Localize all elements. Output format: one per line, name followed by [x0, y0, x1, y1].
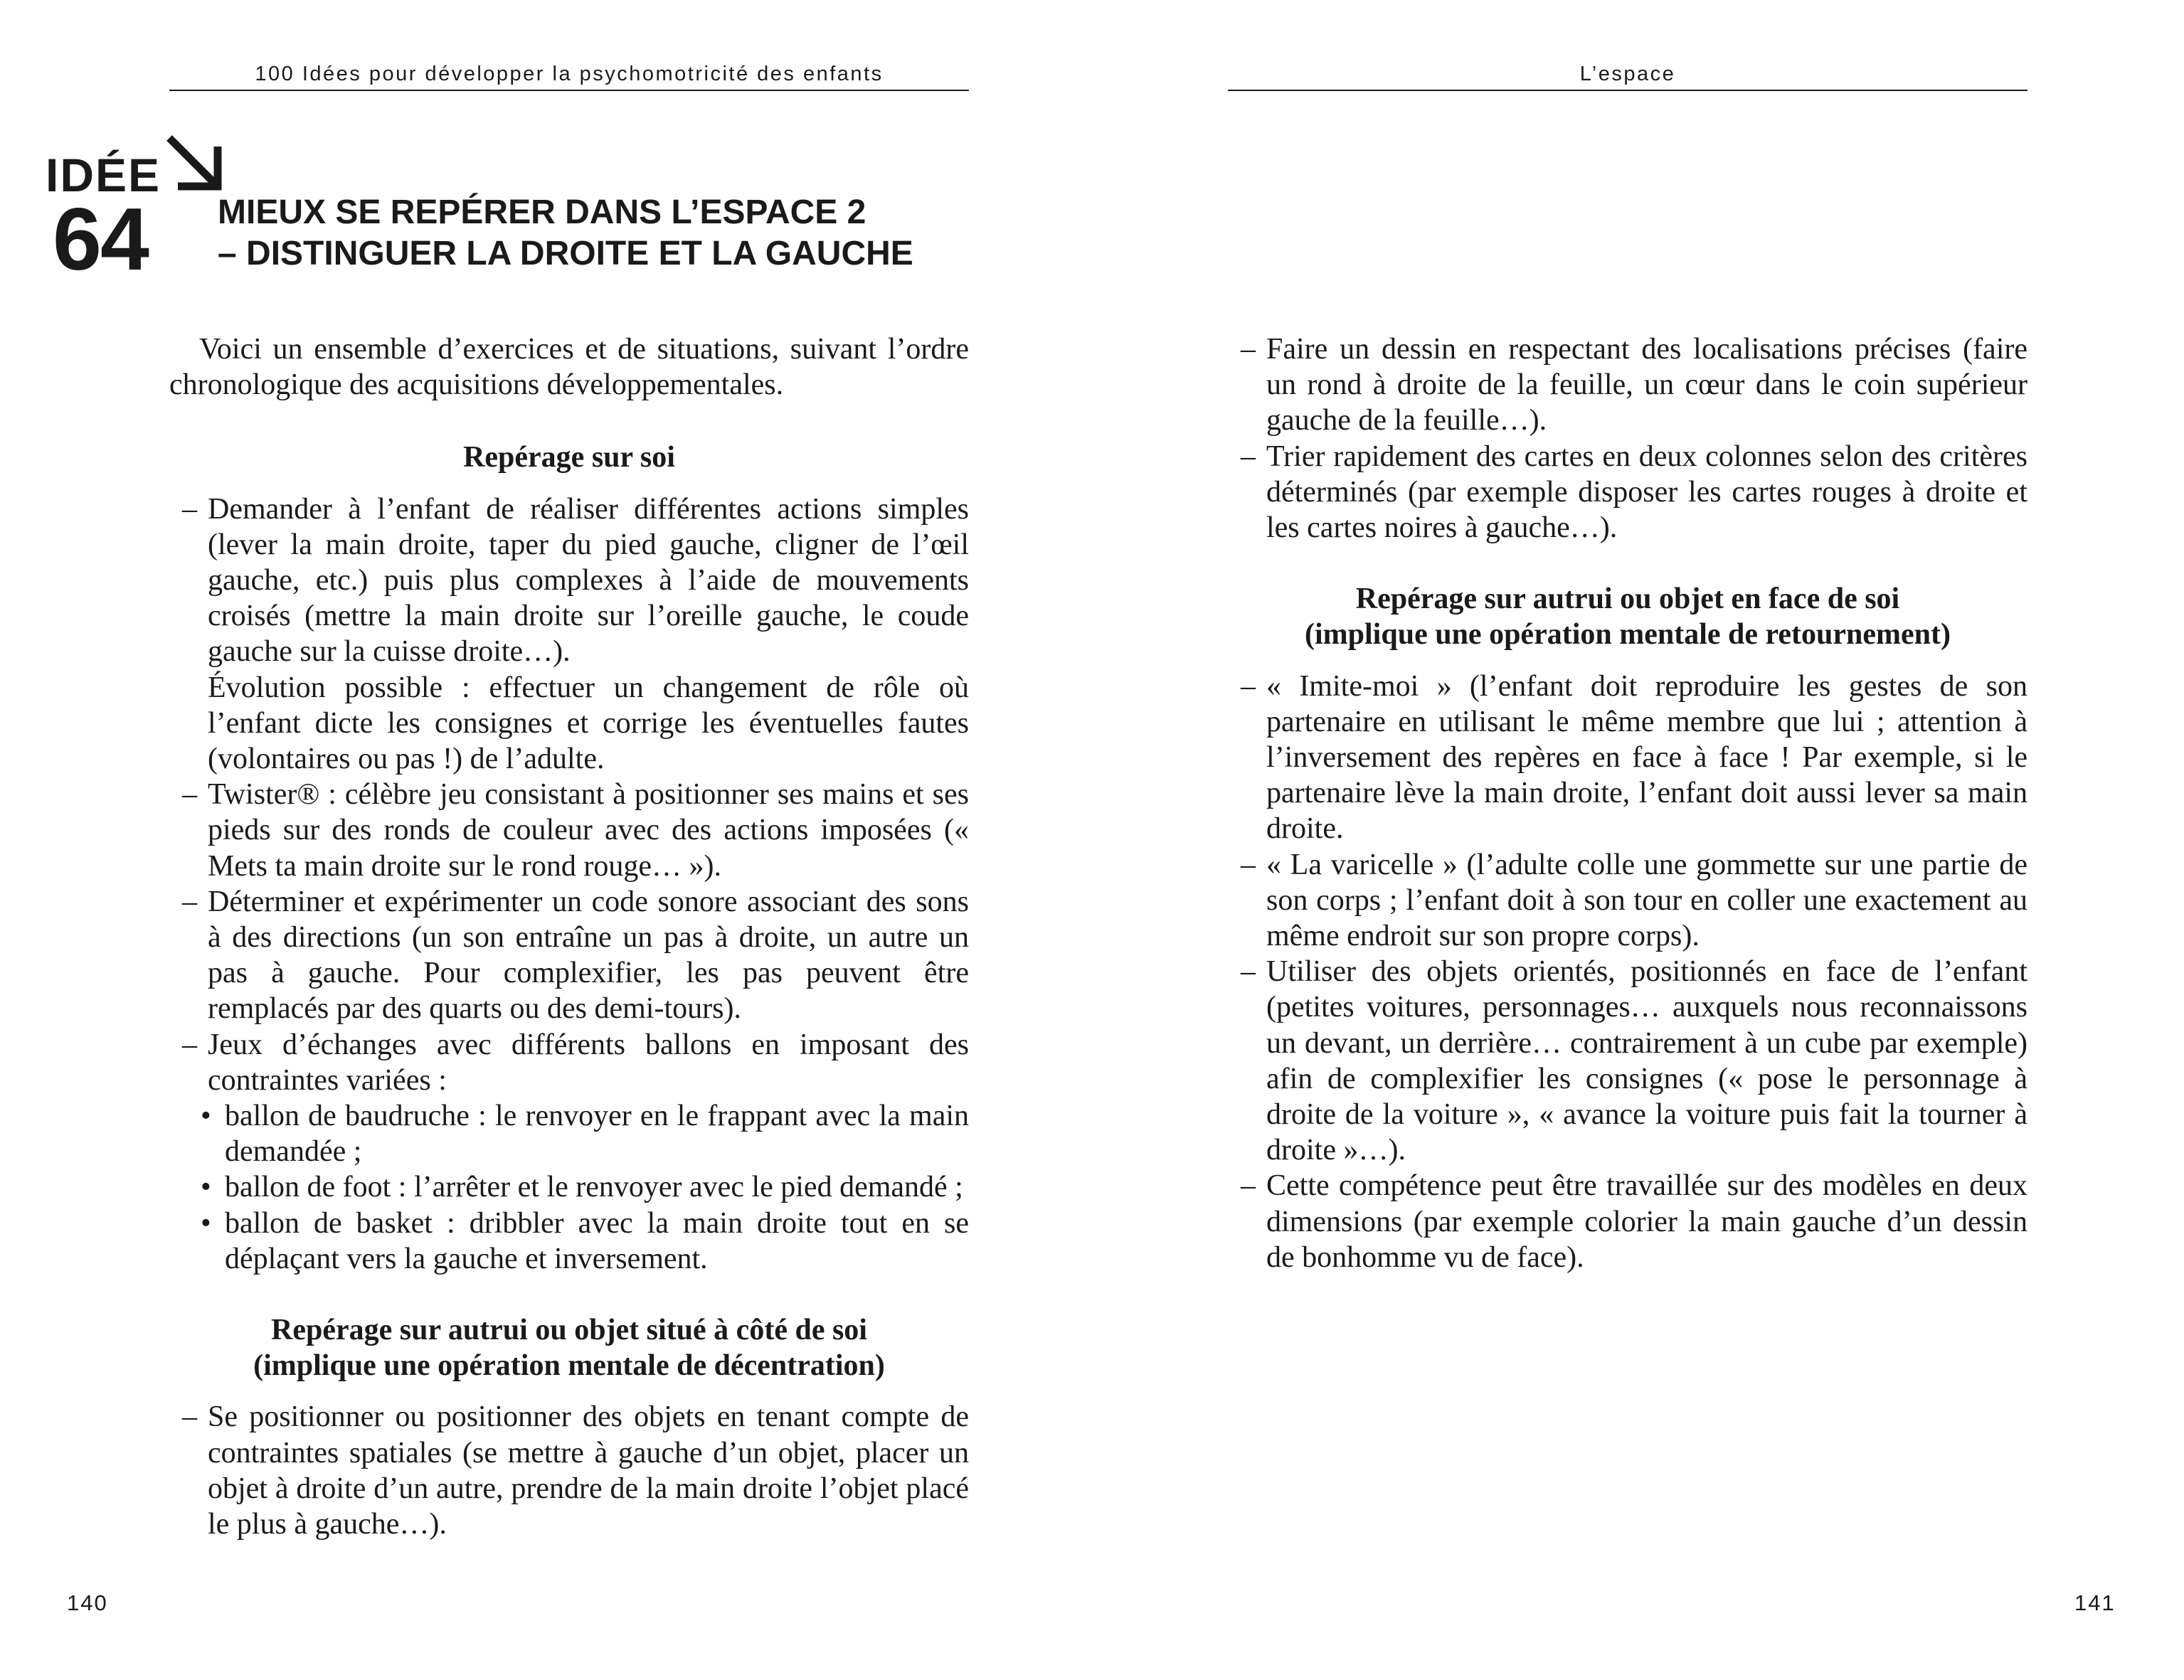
list-item-text: Cette compétence peut être travaillée sur des modèles en deux dimensions (par exemple colorier la main gauche d’un dessin de bonhomme vu de face).	[1266, 1169, 2027, 1274]
idea-title-line1: MIEUX SE REPÉRER DANS L’ESPACE 2	[218, 193, 866, 231]
idea-title-line2: – DISTINGUER LA DROITE ET LA GAUCHE	[218, 235, 913, 272]
section-heading-beside	[169, 1312, 969, 1383]
page-number-left: 140	[67, 1590, 108, 1615]
section-heading-line1: Repérage sur autrui ou objet en face de soi	[1355, 583, 1900, 616]
dash-marker: –	[1241, 848, 1256, 881]
dash-marker: –	[1241, 440, 1256, 473]
section-heading-line2: (implique une opération mentale de décentration)	[253, 1349, 885, 1383]
list-item-text: Demander à l’enfant de réaliser différentes actions simples (lever la main droite, taper du pied gauche, cligner de l’œil gauche, etc.) puis plus complexes à l’aide de mouvements croisés (mettre la main droite sur l’oreille gauche, le coude gauche sur la cuisse droite…).	[208, 492, 969, 669]
dash-marker: –	[182, 885, 197, 918]
dash-marker: –	[1241, 669, 1256, 703]
evolution-note: Évolution possible : effectuer un changement de rôle où l’enfant dicte les consignes et corrige les éventuelles fautes (volontaires ou pas !) de l’adulte.	[208, 671, 969, 776]
list-item-text: « Imite-moi » (l’enfant doit reproduire les gestes de son partenaire en utilisant le même membre que lui ; attention à l’inversement des repères en face à face ! Par exemple, si le partenaire lève la main droite, l’enfant doit aussi lever sa main droite.	[1266, 669, 2027, 846]
list-item-text: Déterminer et expérimenter un code sonore associant des sons à des directions (un son entraîne un pas à droite, un autre un pas à gauche. Pour complexifier, les pas peuvent être remplacés par des quarts ou des demi-tours).	[208, 885, 969, 1026]
bullet-item-text: ballon de foot : l’arrêter et le renvoyer avec le pied demandé ;	[225, 1171, 963, 1204]
list-item-text: Twister® : célèbre jeu consistant à positionner ses mains et ses pieds sur des ronds de couleur avec des actions imposées (« Mets ta main droite sur le rond rouge… »).	[208, 778, 969, 883]
list-item	[1228, 669, 2027, 847]
dash-marker: –	[1241, 955, 1256, 989]
bullet-item-text: ballon de baudruche : le renvoyer en le frappant avec la main demandée ;	[225, 1100, 969, 1169]
right-column	[1228, 331, 2027, 1275]
idee-label: IDÉE	[46, 149, 161, 201]
list-item-text: Se positionner ou positionner des objets en tenant compte de contraintes spatiales (se mettre à gauche d’un objet, placer un objet à droite d’un autre, prendre de la main droite l’objet placé le plus à gauche…).	[208, 1400, 969, 1541]
arrow-down-right-icon	[162, 131, 226, 195]
section-heading-facing	[1228, 581, 2027, 652]
list-item	[1228, 1168, 2027, 1275]
bullet-marker: •	[201, 1206, 211, 1240]
idea-title	[218, 192, 1000, 275]
idee-number: 64	[53, 191, 148, 289]
list-item	[1228, 331, 2027, 439]
list-item	[169, 1399, 969, 1542]
section-heading-self: Repérage sur soi	[463, 441, 675, 474]
list-item	[169, 777, 969, 884]
list-item	[169, 1027, 969, 1098]
bullet-item	[169, 1098, 969, 1169]
list-item-text: Utiliser des objets orientés, positionnés en face de l’enfant (petites voitures, personnages… auxquels nous reconnaissons un devant, un derrière… contrairement à un cube par exemple) afin de complexifier les consignes (« pose le personnage à droite de la voiture », « avance la voiture puis fait la tourner à droite »…).	[1266, 955, 2027, 1167]
dash-marker: –	[182, 492, 197, 526]
bullet-item	[169, 1169, 969, 1205]
dash-marker: –	[1241, 333, 1256, 366]
list-item	[1228, 954, 2027, 1168]
list-item-text: Jeux d’échanges avec différents ballons en imposant des contraintes variées :	[208, 1028, 969, 1097]
section-heading-line1: Repérage sur autrui ou objet situé à côté de soi	[271, 1314, 867, 1347]
bullet-item	[169, 1206, 969, 1277]
list-item	[1228, 847, 2027, 955]
dash-marker: –	[182, 1400, 197, 1434]
bullet-item-text: ballon de basket : dribbler avec la main droite tout en se déplaçant vers la gauche et inversement.	[225, 1206, 969, 1275]
section-heading-line2: (implique une opération mentale de retournement)	[1305, 618, 1951, 652]
list-item	[1228, 439, 2027, 546]
list-item-text: Trier rapidement des cartes en deux colonnes selon des critères déterminés (par exemple disposer les cartes rouges à droite et les cartes noires à gauche…).	[1266, 440, 2027, 545]
dash-marker: –	[1241, 1169, 1256, 1203]
page-number-right: 141	[2074, 1590, 2116, 1615]
intro-paragraph: Voici un ensemble d’exercices et de situations, suivant l’ordre chronologique des acquisitions développementales.	[169, 333, 969, 402]
dash-marker: –	[182, 778, 197, 812]
list-item	[169, 884, 969, 1027]
bullet-marker: •	[201, 1100, 211, 1133]
list-item-text: Faire un dessin en respectant des localisations précises (faire un rond à droite de la feuille, un cœur dans le coin supérieur gauche de la feuille…).	[1266, 333, 2027, 437]
list-item	[169, 491, 969, 670]
running-header-left: 100 Idées pour développer la psychomotricité des enfants	[169, 61, 969, 91]
list-item-text: « La varicelle » (l’adulte colle une gommette sur une partie de son corps ; l’enfant doit à son tour en coller une exactement au même endroit sur son propre corps).	[1266, 848, 2027, 953]
bullet-marker: •	[201, 1171, 211, 1204]
dash-marker: –	[182, 1028, 197, 1061]
left-column	[169, 331, 969, 1542]
running-header-right: L’espace	[1228, 61, 2027, 91]
